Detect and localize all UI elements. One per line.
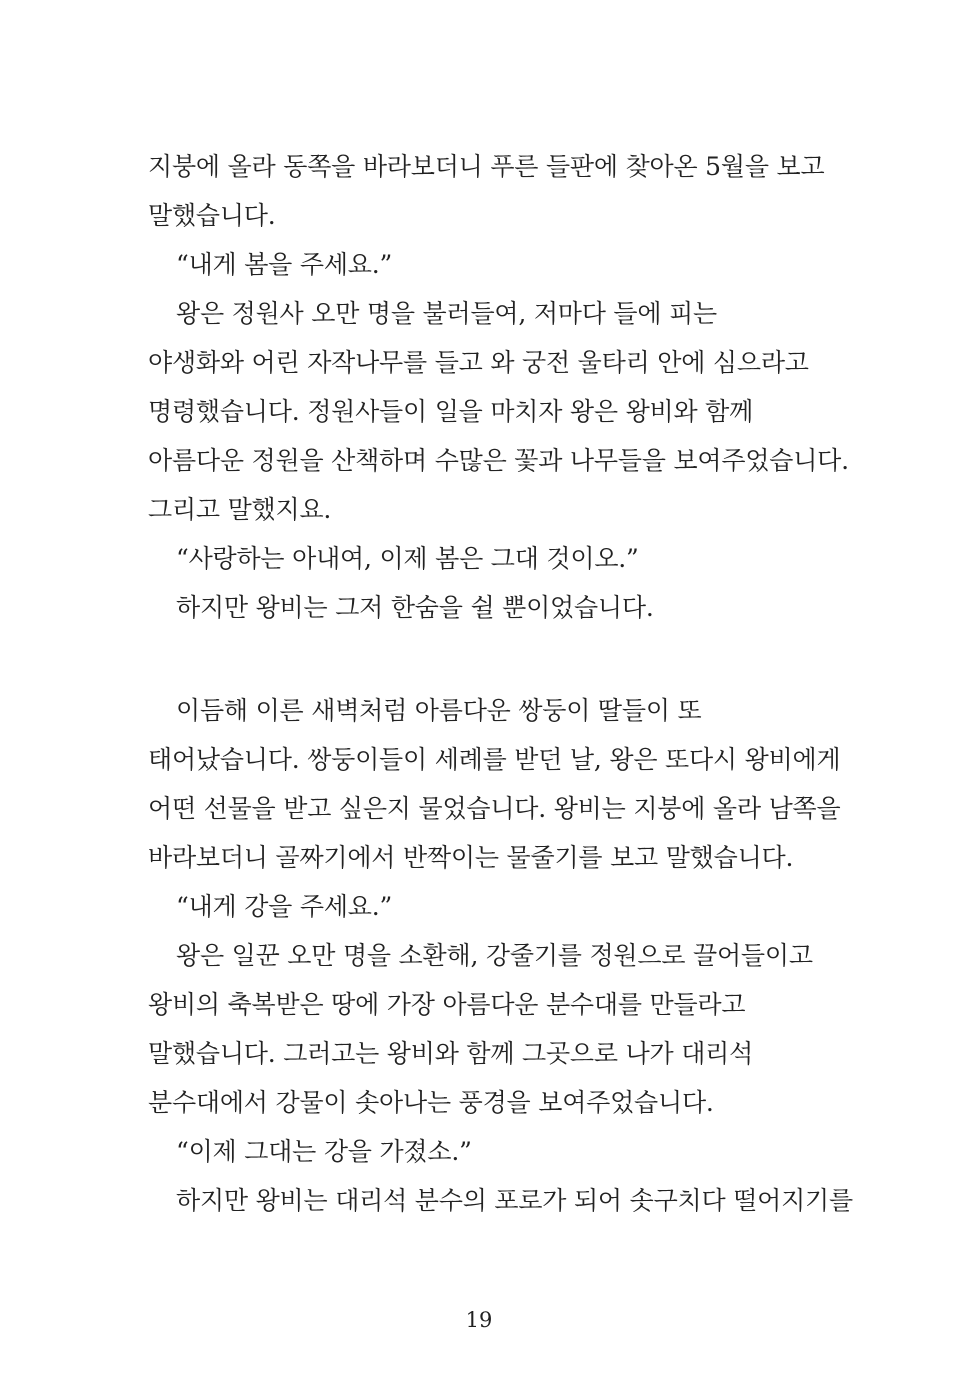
text-line: 어떤 선물을 받고 싶은지 물었습니다. 왕비는 지붕에 올라 남쪽을: [148, 794, 841, 823]
text-line: 태어났습니다. 쌍둥이들이 세례를 받던 날, 왕은 또다시 왕비에게: [148, 745, 841, 774]
text-line: 하지만 왕비는 대리석 분수의 포로가 되어 솟구치다 떨어지기를: [176, 1186, 853, 1215]
text-line: 아름다운 정원을 산책하며 수많은 꽃과 나무들을 보여주었습니다.: [148, 446, 849, 475]
dialogue-line: “이제 그대는 강을 가졌소.”: [176, 1137, 472, 1166]
text-line: 분수대에서 강물이 솟아나는 풍경을 보여주었습니다.: [148, 1088, 714, 1117]
text-line: 지붕에 올라 동쪽을 바라보더니 푸른 들판에 찾아온 5월을 보고: [148, 152, 825, 181]
paragraph-block-river: [148, 686, 853, 1225]
dialogue-line: “내게 강을 주세요.”: [176, 892, 393, 921]
dialogue-line: “사랑하는 아내여, 이제 봄은 그대 것이오.”: [176, 544, 639, 573]
text-line: 왕은 정원사 오만 명을 불러들여, 저마다 들에 피는: [176, 299, 717, 328]
dialogue-line: “내게 봄을 주세요.”: [176, 250, 393, 279]
text-line: 이듬해 이른 새벽처럼 아름다운 쌍둥이 딸들이 또: [176, 696, 702, 725]
text-line: 그리고 말했지요.: [148, 495, 332, 524]
text-line: 말했습니다. 그러고는 왕비와 함께 그곳으로 나가 대리석: [148, 1039, 754, 1068]
page-number: 19: [465, 1308, 493, 1332]
text-line: 야생화와 어린 자작나무를 들고 와 궁전 울타리 안에 심으라고: [148, 348, 809, 377]
text-line: 바라보더니 골짜기에서 반짝이는 물줄기를 보고 말했습니다.: [148, 843, 794, 872]
paragraph-block-spring: [148, 142, 848, 632]
text-line: 왕비의 축복받은 땅에 가장 아름다운 분수대를 만들라고: [148, 990, 746, 1019]
text-line: 하지만 왕비는 그저 한숨을 쉴 뿐이었습니다.: [176, 593, 654, 622]
text-line: 왕은 일꾼 오만 명을 소환해, 강줄기를 정원으로 끌어들이고: [176, 941, 813, 970]
text-line: 말했습니다.: [148, 201, 276, 230]
text-line: 명령했습니다. 정원사들이 일을 마치자 왕은 왕비와 함께: [148, 397, 754, 426]
